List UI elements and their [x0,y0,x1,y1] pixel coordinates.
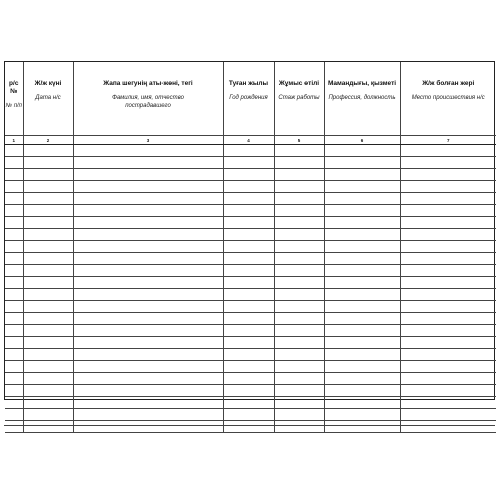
table-cell [223,157,274,169]
table-cell [223,301,274,313]
table-row [5,277,496,289]
table-cell [274,385,324,397]
table-cell [400,157,496,169]
table-cell [400,289,496,301]
table-row [5,169,496,181]
table-cell [73,241,223,253]
table-row [5,265,496,277]
table-cell [274,265,324,277]
table-cell [274,217,324,229]
table-cell [274,337,324,349]
table-row [5,253,496,265]
table-row [5,301,496,313]
table-cell [5,421,23,433]
table-cell [223,169,274,181]
table-cell [324,169,400,181]
table-cell [23,361,73,373]
table-cell [274,349,324,361]
table-cell [73,397,223,409]
table-row [5,397,496,409]
table-cell [5,181,23,193]
table-cell [5,373,23,385]
table-cell [400,265,496,277]
table-cell [223,277,274,289]
table-row [5,373,496,385]
table-cell [324,193,400,205]
table-cell [23,229,73,241]
table-cell [73,253,223,265]
table-cell [73,265,223,277]
table-cell [73,385,223,397]
table-cell [23,421,73,433]
table-cell [73,157,223,169]
column-number: 7 [400,136,496,145]
table-cell [73,325,223,337]
header-ru-label: Стаж работы [278,95,320,101]
table-cell [5,397,23,409]
table-cell [223,181,274,193]
table-row [5,421,496,433]
header-kz-label: р/с № [9,80,19,95]
table-cell [400,277,496,289]
table-cell [223,229,274,241]
table-cell [223,313,274,325]
table-cell [223,373,274,385]
table-cell [274,313,324,325]
table-cell [274,373,324,385]
table-cell [400,397,496,409]
table-cell [5,253,23,265]
table-cell [400,181,496,193]
table-cell [5,145,23,157]
table-cell [274,325,324,337]
table-cell [324,241,400,253]
table-cell [23,181,73,193]
accident-journal-table [4,61,495,400]
table-cell [23,397,73,409]
header-cell-birth-year [223,62,274,136]
table-cell [324,205,400,217]
header-ru-label: Год рождения [229,95,268,101]
header-kz-label: Жапа шегунің аты-жөні, тегі [103,80,193,87]
column-number: 6 [324,136,400,145]
table-cell [223,241,274,253]
table-cell [23,241,73,253]
table-cell [73,421,223,433]
header-cell-incident-place [400,62,496,136]
table-cell [5,265,23,277]
table-cell [23,289,73,301]
table-cell [73,193,223,205]
header-cell-date [23,62,73,136]
table-cell [324,289,400,301]
table-cell [23,277,73,289]
table-cell [223,205,274,217]
table-cell [274,301,324,313]
table-cell [5,409,23,421]
table-cell [73,169,223,181]
column-number: 5 [274,136,324,145]
table-cell [5,301,23,313]
table-cell [223,337,274,349]
table-row [5,241,496,253]
column-number: 4 [223,136,274,145]
table-cell [274,169,324,181]
signature-line [4,425,495,426]
table-cell [324,157,400,169]
table-cell [23,253,73,265]
table-cell [73,205,223,217]
table-cell [73,313,223,325]
table-cell [23,193,73,205]
table-cell [400,337,496,349]
table-row [5,193,496,205]
table-cell [324,313,400,325]
table-cell [324,337,400,349]
table-cell [324,145,400,157]
table-row [5,145,496,157]
table-cell [73,289,223,301]
table-cell [5,313,23,325]
table-cell [223,265,274,277]
table-cell [324,361,400,373]
table-cell [5,325,23,337]
table-cell [274,397,324,409]
table-cell [324,301,400,313]
header-cell-row-number [5,62,23,136]
table-row [5,325,496,337]
header-ru-label: Фамилия, имя, отчество пострадавшего [112,95,184,109]
header-cell-work-experience [274,62,324,136]
table-cell [274,157,324,169]
table-cell [23,205,73,217]
header-kz-label: Жұмыс өтілі [278,80,320,87]
table-cell [274,289,324,301]
table-cell [223,409,274,421]
table-row [5,313,496,325]
table-row [5,229,496,241]
table-cell [324,265,400,277]
table-cell [73,337,223,349]
journal-body [5,145,496,433]
table-cell [324,385,400,397]
table-cell [5,193,23,205]
table-cell [73,217,223,229]
table-cell [400,301,496,313]
table-cell [5,229,23,241]
table-cell [274,361,324,373]
table-cell [23,169,73,181]
table-cell [324,325,400,337]
table-cell [400,313,496,325]
table-row [5,289,496,301]
table-cell [5,361,23,373]
column-number: 1 [5,136,23,145]
table-cell [400,205,496,217]
column-number: 2 [23,136,73,145]
header-cell-profession [324,62,400,136]
table-cell [223,217,274,229]
table-cell [223,361,274,373]
table-row [5,181,496,193]
table-cell [223,421,274,433]
header-kz-label: Ж/ж күні [34,80,62,87]
table-cell [274,145,324,157]
table-cell [73,349,223,361]
table-cell [400,217,496,229]
table-cell [324,409,400,421]
table-cell [73,145,223,157]
table-cell [324,277,400,289]
table-cell [223,385,274,397]
table-cell [73,229,223,241]
table-cell [274,421,324,433]
header-ru-label: Дата н/с [35,95,61,101]
header-ru-label: Место происшествия н/с [411,95,485,101]
table-cell [5,337,23,349]
table-cell [400,361,496,373]
table-cell [23,325,73,337]
table-cell [23,217,73,229]
table-cell [400,229,496,241]
table-cell [324,349,400,361]
table-row [5,217,496,229]
table-cell [23,301,73,313]
table-cell [5,157,23,169]
table-cell [400,385,496,397]
table-cell [223,325,274,337]
column-number-row [5,136,496,145]
table-row [5,409,496,421]
table-cell [73,277,223,289]
table-cell [223,289,274,301]
table-cell [223,145,274,157]
table-cell [23,157,73,169]
table-row [5,157,496,169]
table-cell [400,373,496,385]
table-cell [400,325,496,337]
table-cell [5,241,23,253]
table-cell [400,409,496,421]
table-cell [400,241,496,253]
table-cell [23,385,73,397]
table-cell [5,289,23,301]
table-cell [324,229,400,241]
table-row [5,385,496,397]
table-row [5,205,496,217]
header-kz-label: Мамандығы, қызметі [327,80,397,87]
table-cell [5,349,23,361]
header-ru-label: № п/п [5,103,22,109]
table-cell [324,217,400,229]
table-cell [23,409,73,421]
table-cell [324,253,400,265]
header-row [5,62,496,136]
table-cell [400,145,496,157]
table-cell [274,193,324,205]
column-number: 3 [73,136,223,145]
table-cell [223,397,274,409]
table-row [5,361,496,373]
table-cell [400,253,496,265]
table-cell [5,277,23,289]
table-cell [324,397,400,409]
table-cell [274,253,324,265]
header-kz-label: Туған жылы [228,80,269,87]
table-cell [23,349,73,361]
table-cell [73,181,223,193]
table-cell [223,193,274,205]
table-cell [223,349,274,361]
table-cell [5,205,23,217]
table-cell [274,409,324,421]
table-cell [23,265,73,277]
header-kz-label: Ж/ж болған жері [422,80,475,87]
table-cell [23,145,73,157]
table-cell [274,205,324,217]
header-ru-label: Профессия, должность [328,95,396,101]
header-cell-full-name [73,62,223,136]
table-row [5,349,496,361]
table-cell [324,373,400,385]
table-cell [23,313,73,325]
table-cell [274,229,324,241]
table-cell [400,421,496,433]
table-row [5,337,496,349]
table-cell [5,385,23,397]
table-cell [223,253,274,265]
table-cell [274,277,324,289]
table-cell [73,301,223,313]
table-cell [73,373,223,385]
table-cell [5,217,23,229]
table-cell [23,337,73,349]
table-cell [73,361,223,373]
table-cell [324,181,400,193]
table-cell [23,373,73,385]
table-cell [274,241,324,253]
table-cell [73,409,223,421]
table-cell [400,193,496,205]
table-cell [5,169,23,181]
table-cell [324,421,400,433]
table-cell [400,169,496,181]
table-cell [274,181,324,193]
table-cell [400,349,496,361]
